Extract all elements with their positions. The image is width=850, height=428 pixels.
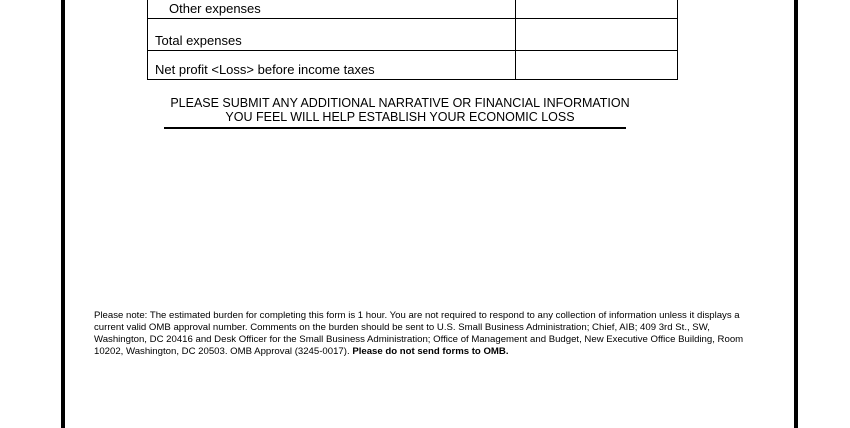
other-expenses-field[interactable] bbox=[515, 0, 678, 19]
page-border-right bbox=[794, 0, 798, 428]
narrative-heading-line2: YOU FEEL WILL HELP ESTABLISH YOUR ECONOMIC LOSS bbox=[225, 110, 575, 124]
other-expenses-label: Other expenses bbox=[169, 1, 261, 16]
burden-note-text: Please note: The estimated burden for completing this form is 1 hour. You are not required to respond to any collection of information unless it displays a current valid OMB approval number. Comments on the burden should be sent to U.S. Small Business Administration; Chief, AIB; 409 3rd St., SW, Washington, DC 20416 and Desk Officer for the Small Business Administration; Office of Management and Budget, New Executive Office Building, Room 10202, Washington, DC 20503. OMB Approval (3245-0017). bbox=[94, 310, 744, 357]
net-profit-row bbox=[147, 51, 678, 80]
other-expenses-row bbox=[147, 0, 678, 19]
total-expenses-label: Total expenses bbox=[155, 33, 242, 48]
burden-note-bold: Please do not send forms to OMB. bbox=[352, 346, 509, 357]
other-expenses-label-cell bbox=[147, 0, 515, 19]
heading-underline bbox=[164, 127, 626, 129]
narrative-heading bbox=[140, 96, 660, 124]
total-expenses-field[interactable] bbox=[515, 19, 678, 51]
page-border-left bbox=[61, 0, 65, 428]
total-expenses-row bbox=[147, 19, 678, 51]
burden-note bbox=[94, 310, 764, 358]
net-profit-field[interactable] bbox=[515, 51, 678, 80]
expense-table bbox=[147, 0, 678, 80]
narrative-heading-line1: PLEASE SUBMIT ANY ADDITIONAL NARRATIVE OR FINANCIAL INFORMATION bbox=[170, 96, 630, 110]
net-profit-label: Net profit <Loss> before income taxes bbox=[155, 62, 375, 77]
total-expenses-label-cell bbox=[147, 19, 515, 51]
net-profit-label-cell bbox=[147, 51, 515, 80]
